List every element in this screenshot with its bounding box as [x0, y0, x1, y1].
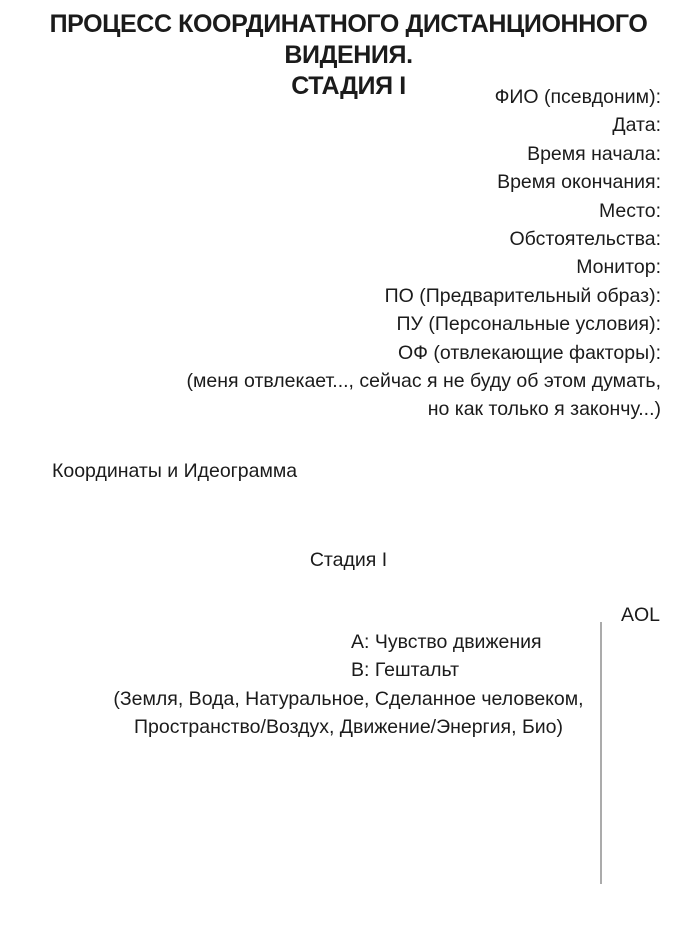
header-field-start-time: Время начала:	[527, 142, 661, 165]
header-field-preliminary-image: ПО (Предварительный образ):	[384, 284, 661, 307]
header-field-personal-conditions: ПУ (Персональные условия):	[396, 313, 661, 336]
stage1-line-a-motion: A: Чувство движения	[351, 631, 542, 653]
stage1-content-block	[0, 628, 697, 742]
header-field-date: Дата:	[612, 114, 661, 137]
header-field-place: Место:	[598, 199, 661, 222]
stage-1-heading: Стадия I	[309, 549, 388, 571]
header-field-monitor: Монитор:	[576, 256, 661, 279]
header-field-name-pseudonym: ФИО (псевдоним):	[494, 86, 661, 108]
header-field-circumstances: Обстоятельства:	[509, 228, 661, 251]
header-field-end-time: Время окончания:	[497, 171, 661, 194]
gestalt-list-line2: Пространство/Воздух, Движение/Энергия, Био)	[134, 716, 563, 739]
header-field-distraction-note-line1: (меня отвлекает..., сейчас я не буду об этом думать,	[186, 370, 661, 393]
page-title-line-1: ПРОЦЕСС КООРДИНАТНОГО ДИСТАНЦИОННОГО ВИДЕНИЯ.	[49, 10, 648, 69]
stage1-line-b-gestalt: B: Гештальт	[351, 659, 460, 682]
session-header-fields	[187, 83, 661, 424]
header-field-distracting-factors: ОФ (отвлекающие факторы):	[398, 341, 661, 364]
coordinates-ideogram-heading: Координаты и Идеограмма	[52, 460, 298, 482]
aol-column-label: AOL	[621, 604, 661, 626]
header-field-distraction-note-line2: но как только я закончу...)	[427, 398, 661, 421]
page-title-line-2: СТАДИЯ I	[291, 72, 406, 100]
gestalt-list-line1: (Земля, Вода, Натуральное, Сделанное человеком,	[113, 687, 584, 710]
